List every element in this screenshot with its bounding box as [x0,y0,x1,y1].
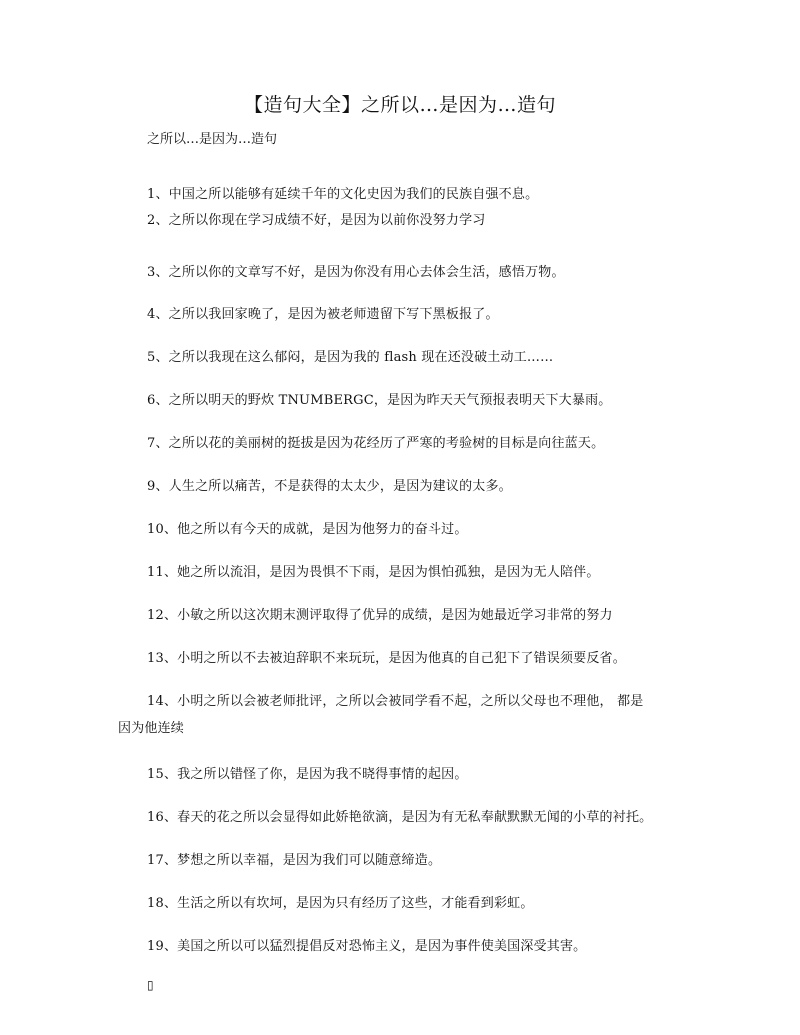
sentence-line: 19、美国之所以可以猛烈提倡反对恐怖主义，是因为事件使美国深受其害。 [147,939,587,954]
sentence-line: 12、小敏之所以这次期末测评取得了优异的成绩，是因为她最近学习非常的努力 [147,608,613,623]
trailing-mark: ▯ [147,978,154,992]
sentence-line: 14、小明之所以会被老师批评，之所以会被同学看不起，之所以父母也不理他， 都是 [147,694,644,709]
sentence-line: 11、她之所以流泪，是因为畏惧不下雨，是因为惧怕孤独，是因为无人陪伴。 [147,565,600,580]
sentence-line: 3、之所以你的文章写不好，是因为你没有用心去体会生活，感悟万物。 [147,265,565,280]
sentence-line: 4、之所以我回家晚了，是因为被老师遗留下写下黑板报了。 [147,307,499,322]
sentence-line: 9、人生之所以痛苦，不是获得的太太少，是因为建议的太多。 [147,479,512,494]
sentence-line: 2、之所以你现在学习成绩不好，是因为以前你没努力学习 [147,213,486,228]
sentence-line-continuation: 因为他连续 [118,721,185,736]
sentence-line: 16、春天的花之所以会显得如此娇艳欲滴，是因为有无私奉献默默无闻的小草的衬托。 [147,810,653,825]
sentence-line: 13、小明之所以不去被迫辞职不来玩玩，是因为他真的自己犯下了错误须要反省。 [147,651,626,666]
sentence-line: 17、梦想之所以幸福，是因为我们可以随意缔造。 [147,853,442,868]
sentence-line: 10、他之所以有今天的成就，是因为他努力的奋斗过。 [147,522,468,537]
sentence-line: 1、中国之所以能够有延续千年的文化史因为我们的民族自强不息。 [147,187,539,202]
sentence-line: 6、之所以明天的野炊 TNUMBERGC，是因为昨天天气预报表明天下大暴雨。 [147,393,612,408]
document-title: 【造句大全】之所以…是因为…造句 [243,94,556,116]
sentence-line: 5、之所以我现在这么郁闷，是因为我的 flash 现在还没破土动工…… [147,350,554,365]
sentence-line: 15、我之所以错怪了你，是因为我不晓得事情的起因。 [147,767,468,782]
document-subtitle: 之所以…是因为…造句 [147,132,278,147]
sentence-line: 18、生活之所以有坎坷，是因为只有经历了这些，才能看到彩虹。 [147,896,534,911]
sentence-line: 7、之所以花的美丽树的挺拔是因为花经历了严寒的考验树的目标是向往蓝天。 [147,436,605,451]
